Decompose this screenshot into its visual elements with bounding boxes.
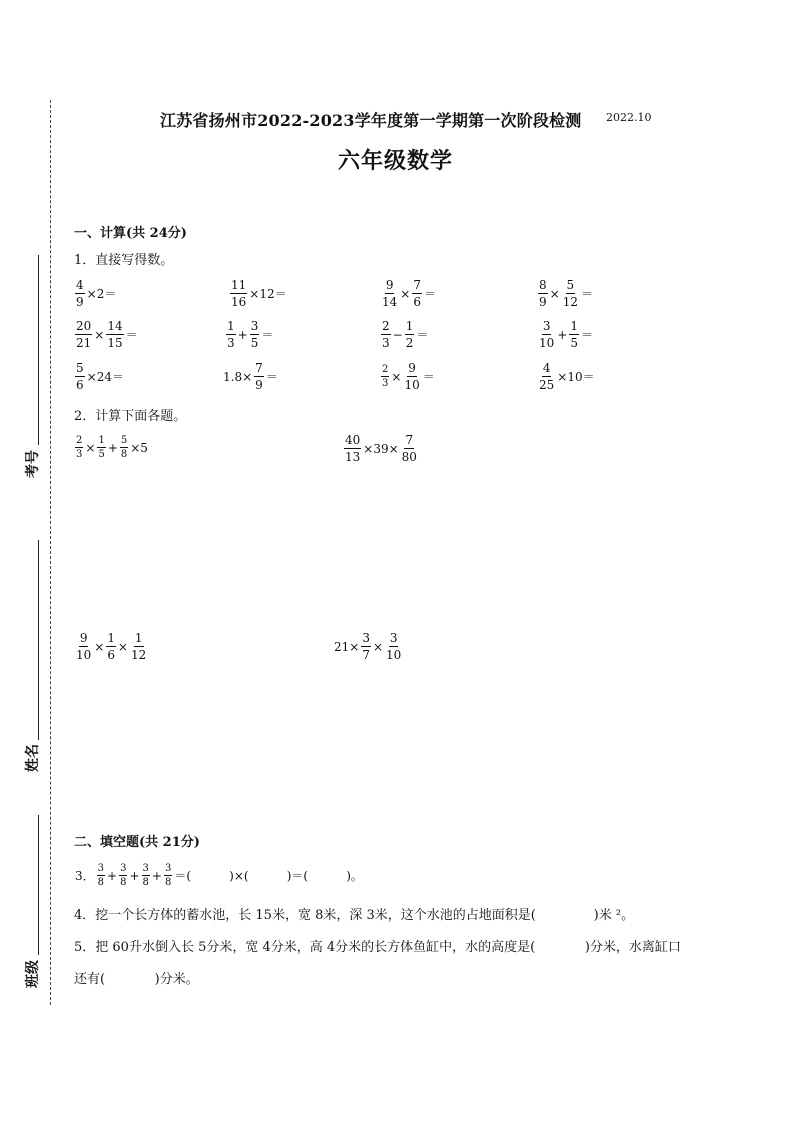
q1-item-r3c2: 1.8× $\frac{7}{9}$ ＝ xyxy=(223,361,278,392)
section1-heading: 一、计算(共 24分) xyxy=(74,226,187,241)
binding-dashed-line xyxy=(50,100,51,1005)
name-underline xyxy=(38,540,39,740)
name-label: 姓名 xyxy=(25,744,41,772)
class-label: 班级 xyxy=(25,960,41,988)
q2-problem-1: $\frac{2}{3}$ × $\frac{1}{5}$ + $\frac{5}{8}$ ×5 xyxy=(76,435,148,460)
exam-no-underline xyxy=(38,255,39,445)
q4-text: 4．挖一个长方体的蓄水池，长 15米，宽 8米，深 3米，这个水池的占地面积是( )米 ²。 xyxy=(74,908,635,923)
class-underline xyxy=(38,815,39,955)
section2-heading: 二、填空题(共 21分) xyxy=(74,835,200,850)
q2-problem-3: $\frac{9}{10}$ × $\frac{1}{6}$ × $\frac{1}{12}$ xyxy=(76,631,147,662)
q2-problem-4: 21× $\frac{3}{7}$ × $\frac{3}{10}$ xyxy=(334,631,402,662)
q5-text-line2: 还有( )分米。 xyxy=(74,972,199,987)
q1-item-r2c3: $\frac{2}{3}$ − $\frac{1}{2}$ ＝ xyxy=(382,319,429,350)
q3-expression: 3． $\frac{3}{8}$ + $\frac{3}{8}$ + $\frac{3}{8}$ + $\frac{3}{8}$ ＝( )×( )＝( )。 xyxy=(75,863,363,888)
subject-title: 六年级数学 xyxy=(338,148,454,174)
q2-problem-2: $\frac{40}{13}$ ×39× $\frac{7}{80}$ xyxy=(345,433,417,464)
q5-text-line1: 5．把 60升水倒入长 5分米，宽 4分米，高 4分米的长方体鱼缸中，水的高度是( )分米，水离缸口 xyxy=(74,940,681,955)
exam-no-label: 考号 xyxy=(25,450,41,478)
q1-item-r1c4: $\frac{8}{9}$ × $\frac{5}{12}$ ＝ xyxy=(539,278,593,309)
q1-item-r3c3: $\frac{2}{3}$ × $\frac{9}{10}$ ＝ xyxy=(382,361,435,392)
q1-item-r1c1: $\frac{4}{9}$ ×2＝ xyxy=(76,278,117,309)
q1-item-r2c2: $\frac{1}{3}$ + $\frac{3}{5}$ ＝ xyxy=(227,319,274,350)
q1-item-r1c2: $\frac{11}{16}$ ×12＝ xyxy=(231,278,287,309)
exam-title: 江苏省扬州市2022-2023学年度第一学期第一次阶段检测 xyxy=(160,111,582,130)
exam-date: 2022.10 xyxy=(606,111,652,124)
q2-label: 2．计算下面各题。 xyxy=(74,409,187,424)
q1-item-r3c1: $\frac{5}{6}$ ×24＝ xyxy=(76,361,124,392)
q1-item-r1c3: $\frac{9}{14}$ × $\frac{7}{6}$ ＝ xyxy=(382,278,436,309)
q1-item-r3c4: $\frac{4}{25}$ ×10＝ xyxy=(539,361,595,392)
q1-item-r2c1: $\frac{20}{21}$ × $\frac{14}{15}$ ＝ xyxy=(76,319,138,350)
q3-answer-blanks[interactable]: ＝( )×( )＝( )。 xyxy=(174,869,363,883)
q1-item-r2c4: $\frac{3}{10}$ + $\frac{1}{5}$ ＝ xyxy=(539,319,593,350)
q1-label: 1．直接写得数。 xyxy=(74,253,174,268)
